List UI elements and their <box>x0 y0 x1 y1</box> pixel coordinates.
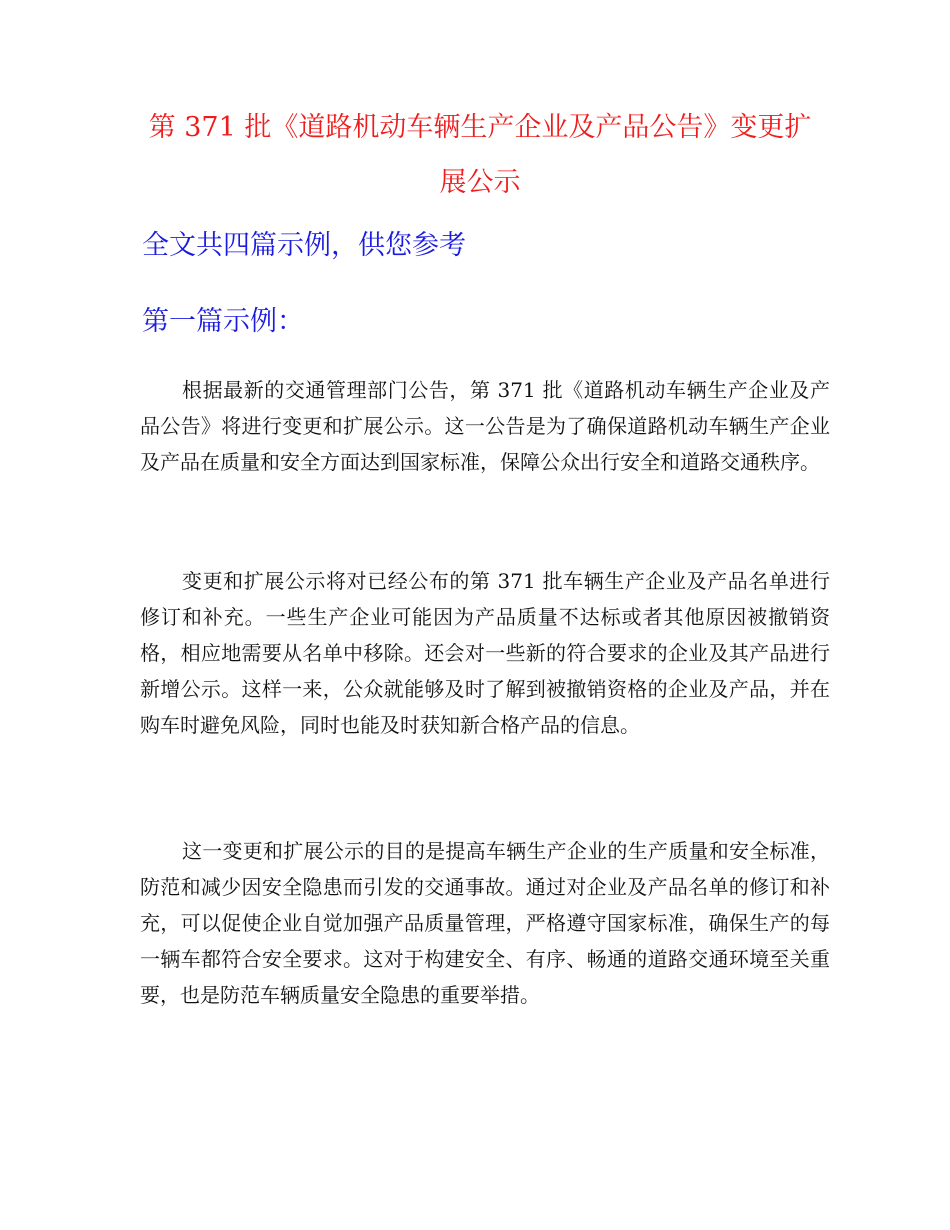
document-title: 第 371 批《道路机动车辆生产企业及产品公告》变更扩展公示 <box>148 112 812 198</box>
body-paragraph-3: 这一变更和扩展公示的目的是提高车辆生产企业的生产质量和安全标准，防范和减少因安全隐患而引发的交通事故。通过对企业及产品名单的修订和补充，可以促使企业自觉加强产品质量管理，严格遵守国家标准，确保生产的每一辆车都符合安全要求。这对于构建安全、有序、畅通的道路交通环境至关重要，也是防范车辆质量安全隐患的重要举措。 <box>140 839 830 1007</box>
body-paragraph-2: 变更和扩展公示将对已经公布的第 371 批车辆生产企业及产品名单进行修订和补充。一些生产企业可能因为产品质量不达标或者其他原因被撤销资格，相应地需要从名单中移除。还会对一些新的符合要求的企业及其产品进行新增公示。这样一来，公众就能够及时了解到被撤销资格的企业及产品，并在购车时避免风险，同时也能及时获知新合格产品的信息。 <box>140 569 830 737</box>
document-subtitle: 全文共四篇示例，供您参考 <box>142 230 466 261</box>
section-heading: 第一篇示例： <box>142 306 304 337</box>
body-paragraph-1: 根据最新的交通管理部门公告，第 371 批《道路机动车辆生产企业及产品公告》将进行变更和扩展公示。这一公告是为了确保道路机动车辆生产企业及产品在质量和安全方面达到国家标准，保障公众出行安全和道路交通秩序。 <box>140 378 830 474</box>
